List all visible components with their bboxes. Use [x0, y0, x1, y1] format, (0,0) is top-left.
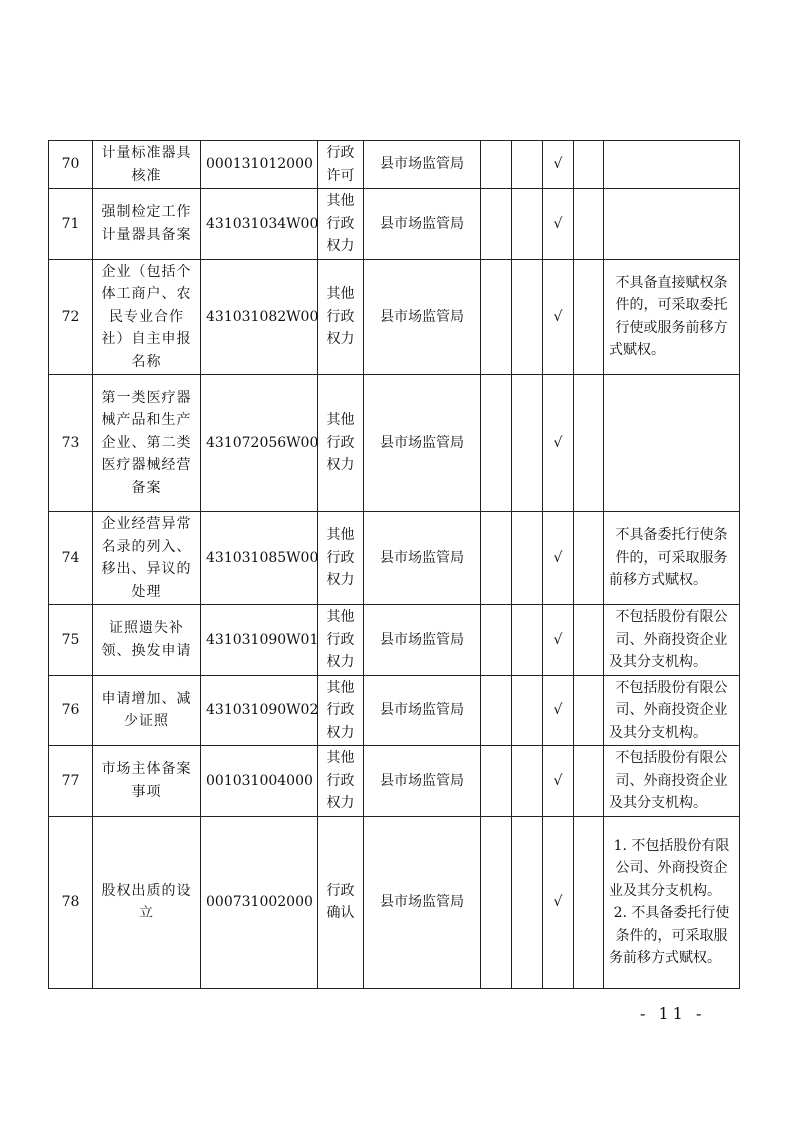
- item-code-cell: 431031090W02: [201, 675, 318, 746]
- table-row: [49, 512, 740, 605]
- remark-line: 2. 不具备委托行使条件的，可采取服务前移方式赋权。: [609, 905, 730, 966]
- blank-cell: [512, 189, 543, 260]
- checkmark-cell: √: [543, 816, 574, 988]
- item-code-cell: 431031090W01: [201, 605, 318, 676]
- table-body: [49, 141, 740, 989]
- remark-cell: [604, 375, 740, 512]
- power-type-cell: 行政许可: [318, 141, 364, 189]
- department-cell: 县市场监管局: [364, 512, 481, 605]
- checkmark-cell: √: [543, 746, 574, 817]
- item-name-cell: 计量标准器具核准: [93, 141, 201, 189]
- row-number-cell: 78: [49, 816, 93, 988]
- row-number-cell: 75: [49, 605, 93, 676]
- blank-cell: [574, 605, 604, 676]
- table-row: [49, 816, 740, 988]
- power-type-cell: 其他行政权力: [318, 375, 364, 512]
- blank-cell: [574, 141, 604, 189]
- item-name-cell: 证照遗失补领、换发申请: [93, 605, 201, 676]
- checkmark-cell: √: [543, 189, 574, 260]
- blank-cell: [574, 189, 604, 260]
- table-row: [49, 141, 740, 189]
- blank-cell: [481, 512, 512, 605]
- power-type-cell: 其他行政权力: [318, 675, 364, 746]
- row-number-cell: 72: [49, 259, 93, 375]
- item-name-cell: 市场主体备案事项: [93, 746, 201, 817]
- row-number-cell: 76: [49, 675, 93, 746]
- table-row: [49, 746, 740, 817]
- department-cell: 县市场监管局: [364, 259, 481, 375]
- blank-cell: [512, 375, 543, 512]
- power-type-cell: 其他行政权力: [318, 605, 364, 676]
- remark-line: 1. 不包括股份有限公司、外商投资企业及其分支机构。: [609, 837, 730, 899]
- blank-cell: [512, 675, 543, 746]
- blank-cell: [574, 746, 604, 817]
- row-number-cell: 70: [49, 141, 93, 189]
- department-cell: 县市场监管局: [364, 375, 481, 512]
- remark-cell: [604, 746, 740, 817]
- blank-cell: [481, 259, 512, 375]
- remark-cell: [604, 816, 740, 988]
- table-row: [49, 375, 740, 512]
- checkmark-cell: √: [543, 259, 574, 375]
- blank-cell: [574, 375, 604, 512]
- blank-cell: [481, 375, 512, 512]
- remark-line: 不包括股份有限公司、外商投资企业及其分支机构。: [609, 679, 728, 741]
- remark-cell: [604, 189, 740, 260]
- blank-cell: [481, 141, 512, 189]
- item-name-cell: 强制检定工作计量器具备案: [93, 189, 201, 260]
- blank-cell: [512, 141, 543, 189]
- blank-cell: [574, 512, 604, 605]
- item-name-cell: 第一类医疗器械产品和生产企业、第二类医疗器械经营备案: [93, 375, 201, 512]
- blank-cell: [512, 746, 543, 817]
- item-code-cell: 431031034W00: [201, 189, 318, 260]
- table-row: [49, 605, 740, 676]
- blank-cell: [512, 512, 543, 605]
- blank-cell: [481, 605, 512, 676]
- checkmark-cell: √: [543, 605, 574, 676]
- blank-cell: [574, 259, 604, 375]
- row-number-cell: 77: [49, 746, 93, 817]
- remark-cell: [604, 512, 740, 605]
- remark-cell: [604, 605, 740, 676]
- checkmark-cell: √: [543, 141, 574, 189]
- item-code-cell: 431031082W00: [201, 259, 318, 375]
- checkmark-cell: √: [543, 675, 574, 746]
- blank-cell: [512, 259, 543, 375]
- item-code-cell: 431072056W00: [201, 375, 318, 512]
- row-number-cell: 74: [49, 512, 93, 605]
- item-name-cell: 申请增加、减少证照: [93, 675, 201, 746]
- department-cell: 县市场监管局: [364, 605, 481, 676]
- blank-cell: [481, 816, 512, 988]
- power-type-cell: 其他行政权力: [318, 746, 364, 817]
- power-type-cell: 行政确认: [318, 816, 364, 988]
- table-row: [49, 189, 740, 260]
- remark-line: 不包括股份有限公司、外商投资企业及其分支机构。: [609, 750, 728, 811]
- page-number: - 11 -: [640, 1004, 706, 1023]
- table-row: [49, 259, 740, 375]
- item-name-cell: 股权出质的设立: [93, 816, 201, 988]
- item-code-cell: 431031085W00: [201, 512, 318, 605]
- department-cell: 县市场监管局: [364, 189, 481, 260]
- power-type-cell: 其他行政权力: [318, 512, 364, 605]
- blank-cell: [574, 675, 604, 746]
- row-number-cell: 73: [49, 375, 93, 512]
- power-type-cell: 其他行政权力: [318, 259, 364, 375]
- department-cell: 县市场监管局: [364, 675, 481, 746]
- department-cell: 县市场监管局: [364, 141, 481, 189]
- department-cell: 县市场监管局: [364, 816, 481, 988]
- blank-cell: [512, 816, 543, 988]
- authority-list-table: [48, 140, 740, 989]
- checkmark-cell: √: [543, 375, 574, 512]
- item-code-cell: 001031004000: [201, 746, 318, 817]
- department-cell: 县市场监管局: [364, 746, 481, 817]
- blank-cell: [481, 189, 512, 260]
- remark-cell: [604, 141, 740, 189]
- remark-line: 不具备委托行使条件的，可采取服务前移方式赋权。: [609, 527, 728, 589]
- remark-line: 不具备直接赋权条件的，可采取委托行使或服务前移方式赋权。: [609, 274, 728, 359]
- item-name-cell: 企业经营异常名录的列入、移出、异议的处理: [93, 512, 201, 605]
- remark-cell: [604, 259, 740, 375]
- blank-cell: [574, 816, 604, 988]
- checkmark-cell: √: [543, 512, 574, 605]
- item-code-cell: 000731002000: [201, 816, 318, 988]
- item-code-cell: 000131012000: [201, 141, 318, 189]
- table-row: [49, 675, 740, 746]
- blank-cell: [512, 605, 543, 676]
- item-name-cell: 企业（包括个体工商户、农民专业合作社）自主申报名称: [93, 259, 201, 375]
- power-type-cell: 其他行政权力: [318, 189, 364, 260]
- blank-cell: [481, 746, 512, 817]
- row-number-cell: 71: [49, 189, 93, 260]
- blank-cell: [481, 675, 512, 746]
- remark-line: 不包括股份有限公司、外商投资企业及其分支机构。: [609, 609, 728, 670]
- remark-cell: [604, 675, 740, 746]
